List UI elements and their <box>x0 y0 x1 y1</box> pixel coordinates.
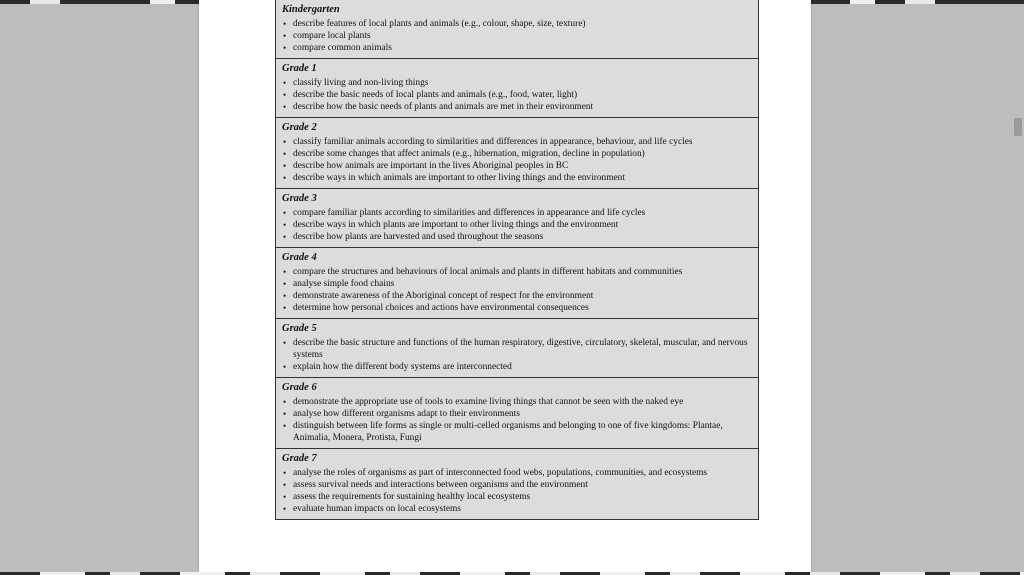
bullet-icon: • <box>283 161 287 171</box>
bullet-icon: • <box>283 362 287 372</box>
outcome-text: classify living and non-living things <box>293 78 429 88</box>
list-item <box>282 266 752 278</box>
list-item <box>282 207 752 219</box>
bullet-icon: • <box>283 421 287 431</box>
grade-heading: Grade 5 <box>282 323 317 334</box>
grade-outcome-list <box>282 337 752 373</box>
bullet-icon: • <box>283 43 287 53</box>
outcome-text: describe features of local plants and animals (e.g., colour, shape, size, texture) <box>293 19 586 29</box>
outcome-text: describe ways in which plants are important to other living things and the environment <box>293 220 619 230</box>
bullet-icon: • <box>283 279 287 289</box>
grade-outcome-list <box>282 207 752 243</box>
bullet-icon: • <box>283 504 287 514</box>
grade-outcome-list <box>282 396 752 444</box>
bullet-icon: • <box>283 102 287 112</box>
outcome-text: analyse the roles of organisms as part of interconnected food webs, populations, communities, and ecosystems <box>293 468 708 478</box>
list-item <box>282 302 752 314</box>
grade-heading: Grade 4 <box>282 252 317 263</box>
document-page <box>199 0 811 575</box>
list-item <box>282 491 752 503</box>
bullet-icon: • <box>283 31 287 41</box>
grade-outcome-list <box>282 467 752 515</box>
bullet-icon: • <box>283 19 287 29</box>
list-item <box>282 101 752 113</box>
bullet-icon: • <box>283 137 287 147</box>
list-item <box>282 408 752 420</box>
bullet-icon: • <box>283 291 287 301</box>
outcome-text: analyse simple food chains <box>293 279 395 289</box>
list-item <box>282 148 752 160</box>
grade-section <box>276 59 758 118</box>
bullet-icon: • <box>283 220 287 230</box>
bullet-icon: • <box>283 267 287 277</box>
outcome-text: demonstrate the appropriate use of tools to examine living things that cannot be seen with the naked eye <box>293 397 684 407</box>
list-item <box>282 278 752 290</box>
outcome-text: describe ways in which animals are important to other living things and the environment <box>293 173 625 183</box>
grade-section <box>276 319 758 378</box>
bullet-icon: • <box>283 303 287 313</box>
list-item <box>282 160 752 172</box>
outcome-text: analyse how different organisms adapt to their environments <box>293 409 520 419</box>
grade-heading: Grade 3 <box>282 193 317 204</box>
curriculum-table <box>275 0 759 520</box>
bullet-icon: • <box>283 90 287 100</box>
grade-outcome-list <box>282 136 752 184</box>
outcome-text: compare local plants <box>293 31 371 41</box>
outcome-text: distinguish between life forms as single or multi-celled organisms and belonging to one of five kingdoms: Plantae, Animalia, Monera, Protista, Fungi <box>293 421 723 443</box>
grade-section <box>276 118 758 189</box>
outcome-text: determine how personal choices and actions have environmental consequences <box>293 303 589 313</box>
grade-outcome-list <box>282 77 752 113</box>
scrollbar-thumb[interactable] <box>1014 118 1022 136</box>
list-item <box>282 503 752 515</box>
outcome-text: compare common animals <box>293 43 392 53</box>
outcome-text: describe the basic structure and functions of the human respiratory, digestive, circulatory, skeletal, muscular, and nervous systems <box>293 338 748 360</box>
grade-section <box>276 189 758 248</box>
list-item <box>282 361 752 373</box>
outcome-text: demonstrate awareness of the Aboriginal concept of respect for the environment <box>293 291 594 301</box>
bullet-icon: • <box>283 173 287 183</box>
bullet-icon: • <box>283 232 287 242</box>
bullet-icon: • <box>283 149 287 159</box>
bullet-icon: • <box>283 492 287 502</box>
grade-heading: Grade 7 <box>282 453 317 464</box>
outcome-text: evaluate human impacts on local ecosystems <box>293 504 461 514</box>
grade-outcome-list <box>282 18 752 54</box>
bullet-icon: • <box>283 78 287 88</box>
outcome-text: describe some changes that affect animals (e.g., hibernation, migration, decline in population) <box>293 149 645 159</box>
list-item <box>282 467 752 479</box>
grade-section <box>276 449 758 520</box>
list-item <box>282 337 752 361</box>
outcome-text: describe how animals are important in the lives Aboriginal peoples in BC <box>293 161 569 171</box>
grade-heading: Grade 2 <box>282 122 317 133</box>
list-item <box>282 30 752 42</box>
grade-heading: Grade 1 <box>282 63 317 74</box>
outcome-text: assess the requirements for sustaining healthy local ecosystems <box>293 492 531 502</box>
outcome-text: compare familiar plants according to similarities and differences in appearance and life cycles <box>293 208 646 218</box>
outcome-text: compare the structures and behaviours of local animals and plants in different habitats and communities <box>293 267 683 277</box>
outcome-text: explain how the different body systems are interconnected <box>293 362 512 372</box>
list-item <box>282 172 752 184</box>
bullet-icon: • <box>283 397 287 407</box>
outcome-text: assess survival needs and interactions between organisms and the environment <box>293 480 588 490</box>
grade-outcome-list <box>282 266 752 314</box>
outcome-text: describe how plants are harvested and used throughout the seasons <box>293 232 544 242</box>
outcome-text: classify familiar animals according to similarities and differences in appearance, behaviour, and life cycles <box>293 137 693 147</box>
grade-section <box>276 378 758 449</box>
list-item <box>282 231 752 243</box>
list-item <box>282 290 752 302</box>
bullet-icon: • <box>283 468 287 478</box>
bullet-icon: • <box>283 208 287 218</box>
grade-heading: Kindergarten <box>282 4 340 15</box>
bullet-icon: • <box>283 338 287 348</box>
list-item <box>282 42 752 54</box>
grade-section <box>276 248 758 319</box>
bullet-icon: • <box>283 409 287 419</box>
list-item <box>282 89 752 101</box>
list-item <box>282 136 752 148</box>
grade-section <box>276 0 758 59</box>
list-item <box>282 420 752 444</box>
list-item <box>282 18 752 30</box>
list-item <box>282 396 752 408</box>
list-item <box>282 77 752 89</box>
outcome-text: describe the basic needs of local plants and animals (e.g., food, water, light) <box>293 90 578 100</box>
bullet-icon: • <box>283 480 287 490</box>
outcome-text: describe how the basic needs of plants and animals are met in their environment <box>293 102 594 112</box>
list-item <box>282 479 752 491</box>
grade-heading: Grade 6 <box>282 382 317 393</box>
list-item <box>282 219 752 231</box>
